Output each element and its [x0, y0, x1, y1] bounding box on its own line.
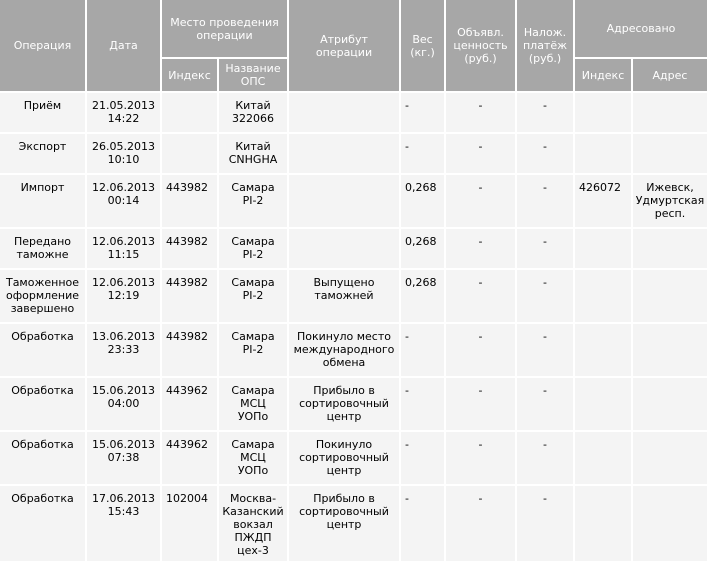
cell-date: 17.06.2013 15:43 [87, 486, 162, 563]
cell-declared-value: - [446, 378, 517, 432]
table-row [0, 378, 707, 432]
cell-declared-value: - [446, 134, 517, 175]
cell-cod: - [517, 134, 575, 175]
cell-addr-index [575, 93, 633, 134]
header-weight: Вес (кг.) [401, 0, 446, 93]
cell-cod: - [517, 175, 575, 229]
table-row [0, 324, 707, 378]
cell-place-index: 102004 [162, 486, 219, 563]
cell-operation: Экспорт [0, 134, 87, 175]
table-row [0, 432, 707, 486]
cell-attribute: Прибыло в сортировочный центр [289, 486, 401, 563]
header-addressed: Адресовано [575, 0, 707, 59]
cell-address [633, 229, 707, 270]
table-row [0, 270, 707, 324]
cell-weight: 0,268 [401, 175, 446, 229]
cell-addr-index [575, 432, 633, 486]
cell-addr-index [575, 229, 633, 270]
cell-date: 15.06.2013 04:00 [87, 378, 162, 432]
cell-address [633, 134, 707, 175]
cell-place-name: Самара PI-2 [219, 175, 289, 229]
table-row [0, 175, 707, 229]
cell-place-name: Самара МСЦ УОПо [219, 378, 289, 432]
cell-operation: Импорт [0, 175, 87, 229]
cell-attribute: Выпущено таможней [289, 270, 401, 324]
cell-addr-index [575, 324, 633, 378]
cell-attribute: Покинуло сортировочный центр [289, 432, 401, 486]
cell-cod: - [517, 486, 575, 563]
cell-address [633, 324, 707, 378]
cell-declared-value: - [446, 324, 517, 378]
cell-date: 12.06.2013 00:14 [87, 175, 162, 229]
cell-operation: Таможенное оформление завершено [0, 270, 87, 324]
cell-addr-index [575, 270, 633, 324]
table-row [0, 229, 707, 270]
cell-attribute [289, 93, 401, 134]
cell-place-name: Самара PI-2 [219, 270, 289, 324]
cell-declared-value: - [446, 486, 517, 563]
cell-address [633, 432, 707, 486]
cell-weight: - [401, 378, 446, 432]
table-row [0, 486, 707, 563]
cell-declared-value: - [446, 229, 517, 270]
cell-addr-index [575, 134, 633, 175]
page-edge [707, 0, 720, 568]
cell-address: Ижевск, Удмуртская респ. [633, 175, 707, 229]
header-place-index: Индекс [162, 59, 219, 93]
header-date: Дата [87, 0, 162, 93]
cell-address [633, 486, 707, 563]
cell-place-index: 443982 [162, 324, 219, 378]
cell-weight: - [401, 486, 446, 563]
cell-place-name: Китай CNHGHA [219, 134, 289, 175]
cell-address [633, 93, 707, 134]
table-row [0, 93, 707, 134]
cell-cod: - [517, 270, 575, 324]
cell-cod: - [517, 324, 575, 378]
cell-place-name: Самара МСЦ УОПо [219, 432, 289, 486]
cell-declared-value: - [446, 270, 517, 324]
cell-place-index [162, 93, 219, 134]
tracking-rows [0, 93, 707, 563]
cell-address [633, 270, 707, 324]
cell-place-name: Самара PI-2 [219, 229, 289, 270]
cell-operation: Обработка [0, 486, 87, 563]
cell-attribute [289, 134, 401, 175]
cell-declared-value: - [446, 432, 517, 486]
header-addr-index: Индекс [575, 59, 633, 93]
cell-date: 15.06.2013 07:38 [87, 432, 162, 486]
cell-operation: Обработка [0, 432, 87, 486]
cell-cod: - [517, 229, 575, 270]
cell-address [633, 378, 707, 432]
cell-date: 13.06.2013 23:33 [87, 324, 162, 378]
cell-place-index: 443982 [162, 270, 219, 324]
cell-cod: - [517, 378, 575, 432]
header-addr-address: Адрес [633, 59, 707, 93]
cell-cod: - [517, 93, 575, 134]
cell-attribute: Покинуло место международного обмена [289, 324, 401, 378]
cell-place-index: 443982 [162, 229, 219, 270]
cell-date: 21.05.2013 14:22 [87, 93, 162, 134]
cell-weight: - [401, 432, 446, 486]
cell-place-name: Москва- Казанский вокзал ПЖДП цех-3 [219, 486, 289, 563]
cell-place-name: Самара PI-2 [219, 324, 289, 378]
cell-date: 12.06.2013 12:19 [87, 270, 162, 324]
header-place: Место проведения операции [162, 0, 289, 59]
header-place-name: Название ОПС [219, 59, 289, 93]
cell-place-index: 443962 [162, 432, 219, 486]
cell-addr-index [575, 486, 633, 563]
cell-addr-index [575, 378, 633, 432]
header-operation: Операция [0, 0, 87, 93]
header-attribute: Атрибут операции [289, 0, 401, 93]
cell-weight: - [401, 324, 446, 378]
cell-operation: Передано таможне [0, 229, 87, 270]
cell-attribute [289, 175, 401, 229]
header-cod: Налож. платёж (руб.) [517, 0, 575, 93]
header-declared-value: Объявл. ценность (руб.) [446, 0, 517, 93]
cell-operation: Обработка [0, 324, 87, 378]
cell-operation: Приём [0, 93, 87, 134]
cell-declared-value: - [446, 93, 517, 134]
cell-addr-index: 426072 [575, 175, 633, 229]
cell-date: 12.06.2013 11:15 [87, 229, 162, 270]
cell-operation: Обработка [0, 378, 87, 432]
cell-date: 26.05.2013 10:10 [87, 134, 162, 175]
cell-cod: - [517, 432, 575, 486]
cell-declared-value: - [446, 175, 517, 229]
cell-weight: - [401, 134, 446, 175]
cell-weight: 0,268 [401, 229, 446, 270]
cell-attribute: Прибыло в сортировочный центр [289, 378, 401, 432]
cell-place-index: 443962 [162, 378, 219, 432]
cell-place-name: Китай 322066 [219, 93, 289, 134]
cell-place-index: 443982 [162, 175, 219, 229]
cell-weight: 0,268 [401, 270, 446, 324]
table-row [0, 134, 707, 175]
cell-place-index [162, 134, 219, 175]
cell-weight: - [401, 93, 446, 134]
cell-attribute [289, 229, 401, 270]
